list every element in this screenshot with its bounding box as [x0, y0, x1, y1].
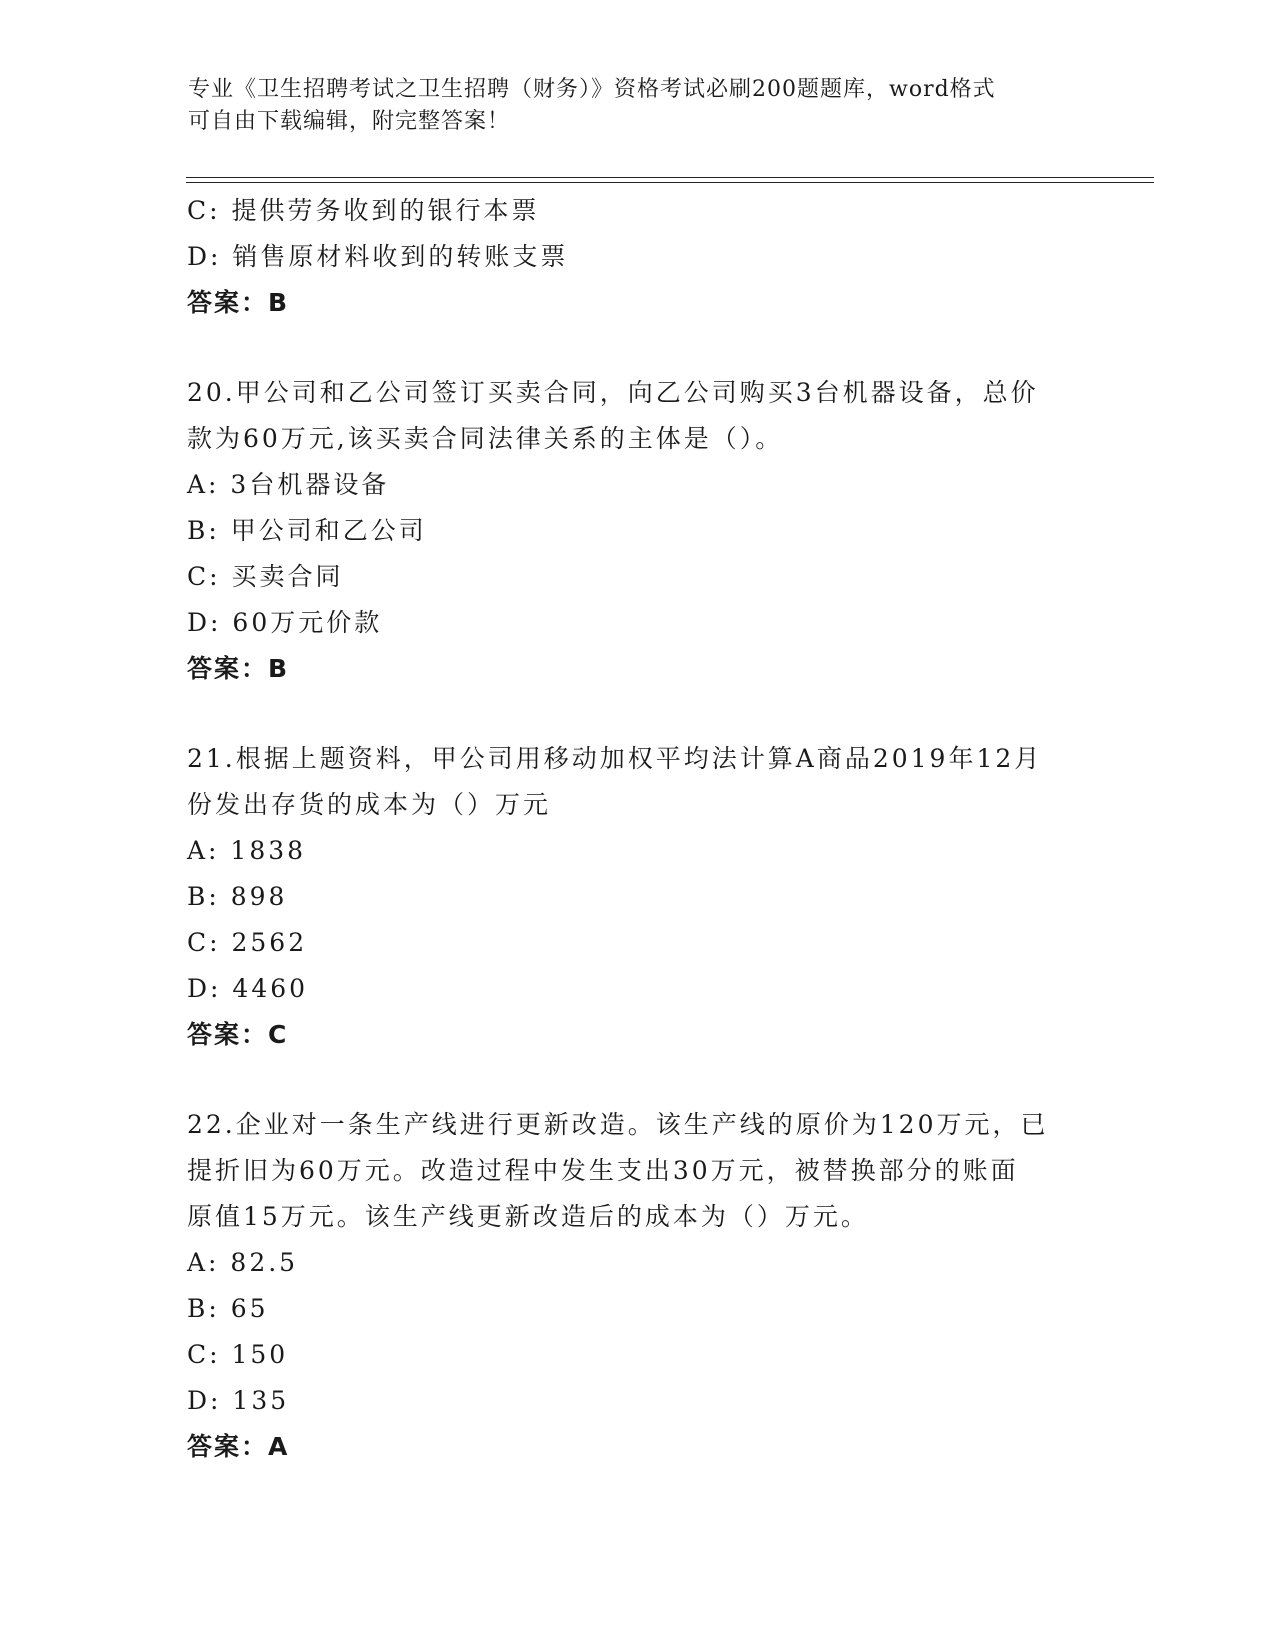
question-22: [187, 1102, 1087, 1470]
question-content: [187, 188, 1087, 1470]
question-stem: 22.企业对一条生产线进行更新改造。该生产线的原价为120万元，已: [187, 1110, 1049, 1139]
option-b: B: 65: [187, 1294, 269, 1323]
question-21: [187, 736, 1087, 1058]
option-d: D: 60万元价款: [187, 608, 383, 637]
option-b: B: 898: [187, 882, 288, 911]
option-a: A: 3台机器设备: [187, 470, 390, 499]
answer: 答案：B: [187, 654, 290, 683]
option-a: A: 82.5: [187, 1248, 299, 1277]
question-stem: 原值15万元。该生产线更新改造后的成本为（）万元。: [187, 1202, 869, 1231]
answer: 答案：C: [187, 1020, 289, 1049]
question-stem: 份发出存货的成本为（）万元: [187, 790, 552, 819]
question-stem: 提折旧为60万元。改造过程中发生支出30万元，被替换部分的账面: [187, 1156, 1019, 1185]
option-c: C: 提供劳务收到的银行本票: [187, 196, 540, 225]
page-header: [188, 74, 1068, 138]
header-line-1: 专业《卫生招聘考试之卫生招聘（财务）》资格考试必刷200题题库，word格式: [188, 77, 996, 102]
spacer: [187, 1058, 1087, 1102]
option-c: C: 买卖合同: [187, 562, 344, 591]
question-19-tail: [187, 188, 1087, 326]
spacer: [187, 326, 1087, 370]
header-line-2: 可自由下载编辑，附完整答案！: [188, 109, 511, 134]
answer: 答案：A: [187, 1432, 290, 1461]
answer: 答案：B: [187, 288, 290, 317]
option-a: A: 1838: [187, 836, 307, 865]
option-b: B: 甲公司和乙公司: [187, 516, 427, 545]
option-c: C: 150: [187, 1340, 289, 1369]
question-20: [187, 370, 1087, 692]
spacer: [187, 692, 1087, 736]
option-c: C: 2562: [187, 928, 308, 957]
option-d: D: 135: [187, 1386, 290, 1415]
option-d: D: 销售原材料收到的转账支票: [187, 242, 569, 271]
question-stem: 20.甲公司和乙公司签订买卖合同，向乙公司购买3台机器设备，总价: [187, 378, 1039, 407]
question-stem: 21.根据上题资料，甲公司用移动加权平均法计算A商品2019年12月: [187, 744, 1043, 773]
question-stem: 款为60万元,该买卖合同法律关系的主体是（）。: [187, 424, 784, 453]
option-d: D: 4460: [187, 974, 309, 1003]
header-divider: [186, 177, 1154, 183]
